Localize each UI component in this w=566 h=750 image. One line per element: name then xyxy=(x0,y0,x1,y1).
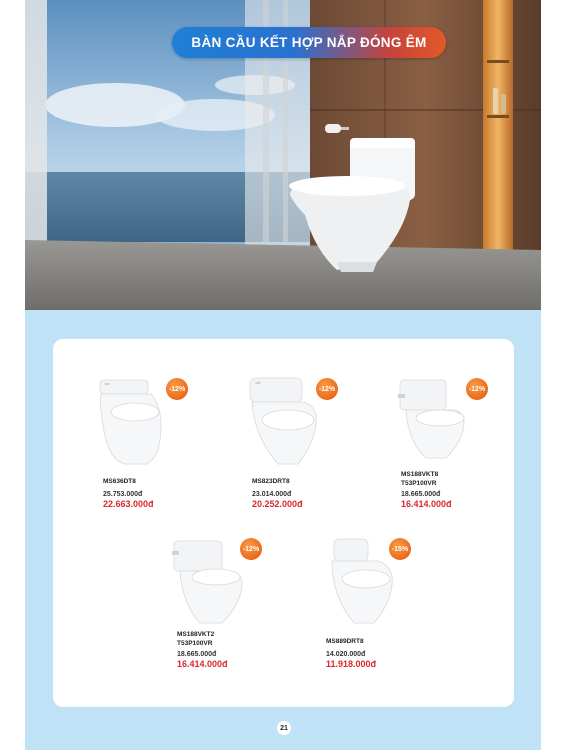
toilet-image xyxy=(244,376,322,468)
sale-price: 16.414.000đ xyxy=(401,499,452,509)
discount-badge: -12% xyxy=(316,378,338,400)
sale-price: 20.252.000đ xyxy=(252,499,303,509)
discount-badge: -12% xyxy=(466,378,488,400)
product-model: MS188VKT8 T53P100VR xyxy=(401,471,439,487)
page-number: 21 xyxy=(277,721,291,735)
old-price: 25.753.000đ xyxy=(103,491,143,498)
discount-badge: -12% xyxy=(166,378,188,400)
toilet-image xyxy=(396,378,468,462)
page-title: BÀN CẦU KẾT HỢP NẮP ĐÓNG ÊM xyxy=(172,27,446,58)
product-model: MS188VKT2 T53P100VR xyxy=(177,631,215,647)
discount-badge: -15% xyxy=(389,538,411,560)
old-price: 23.014.000đ xyxy=(252,491,292,498)
sale-price: 16.414.000đ xyxy=(177,659,228,669)
product-model: MS636DT8 xyxy=(103,478,136,485)
toilet-image xyxy=(328,537,396,627)
toilet-image xyxy=(170,537,246,627)
hero-image xyxy=(25,0,541,310)
old-price: 18.665.000đ xyxy=(401,491,441,498)
toilet-image xyxy=(95,376,165,468)
old-price: 14.020.000đ xyxy=(326,651,366,658)
sale-price: 22.663.000đ xyxy=(103,499,154,509)
old-price: 18.665.000đ xyxy=(177,651,217,658)
product-model: MS889DRT8 xyxy=(326,638,364,645)
sale-price: 11.918.000đ xyxy=(326,659,377,669)
discount-badge: -12% xyxy=(240,538,262,560)
product-model: MS823DRT8 xyxy=(252,478,290,485)
